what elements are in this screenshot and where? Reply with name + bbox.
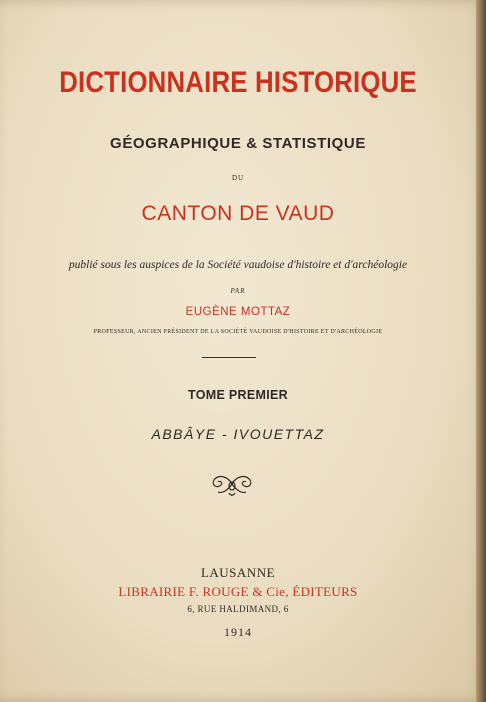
author-title: PROFESSEUR, ANCIEN PRÉSIDENT DE LA SOCIÉTÉ VAUDOISE D'HISTOIRE ET D'ARCHÉOLOGIE	[93, 329, 383, 335]
publisher-address: 6, RUE HALDIMAND, 6	[187, 604, 289, 614]
book-subtitle: GÉOGRAPHIQUE & STATISTIQUE	[110, 135, 366, 152]
floral-ornament-icon	[208, 470, 256, 498]
book-title: DICTIONNAIRE HISTORIQUE	[59, 66, 417, 99]
publisher-name: LIBRAIRIE F. ROUGE & Cie, ÉDITEURS	[118, 584, 358, 599]
author-name: EUGÈNE MOTTAZ	[185, 306, 291, 318]
publication-city: LAUSANNE	[200, 565, 276, 580]
publication-year: 1914	[224, 625, 252, 639]
du-label: DU	[231, 174, 245, 182]
publication-note: publié sous les auspices de la Société vaudoise d'histoire et d'archéologie	[68, 259, 408, 271]
volume-label: TOME PREMIER	[188, 388, 288, 402]
page-edge	[476, 0, 486, 702]
divider	[202, 357, 256, 358]
par-label: PAR	[230, 287, 246, 295]
volume-range: ABBÂYE - IVOUETTAZ	[151, 426, 325, 442]
canton-title: CANTON DE VAUD	[141, 202, 335, 225]
